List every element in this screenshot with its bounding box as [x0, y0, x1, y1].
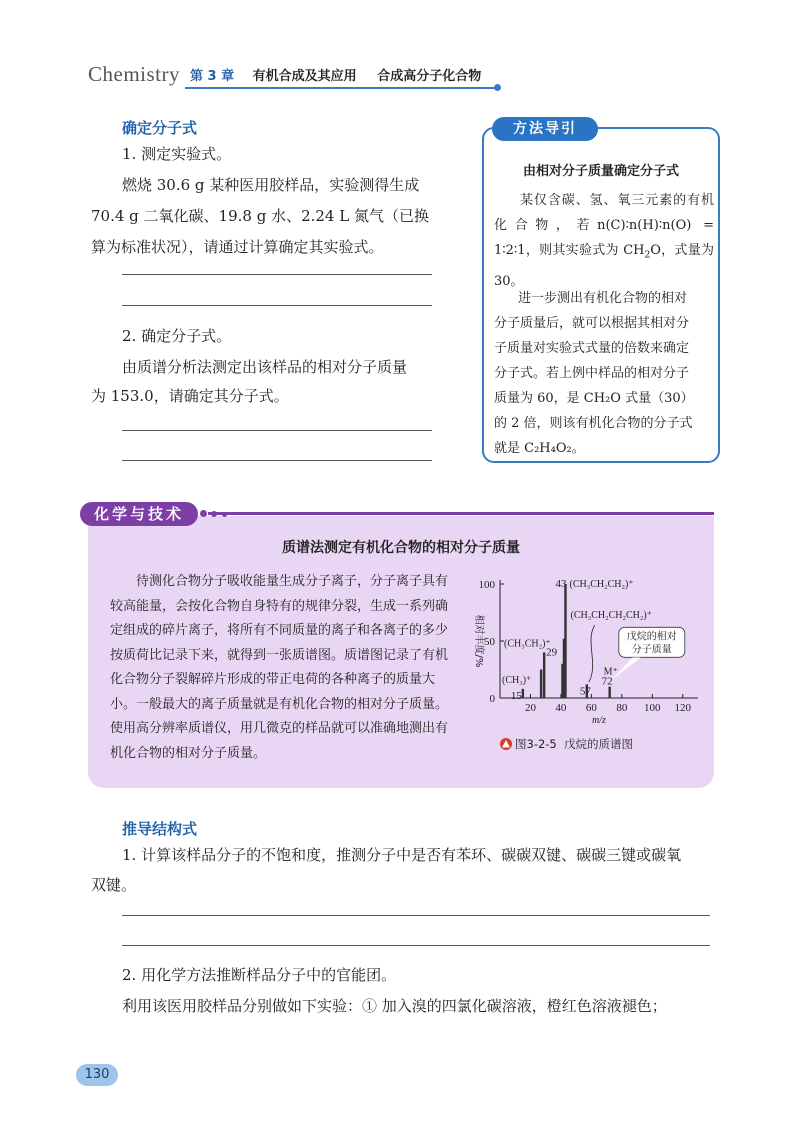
guide-line: 就是 C₂H₄O₂。 — [494, 441, 585, 456]
answer-blank[interactable] — [122, 305, 432, 306]
book-title: Chemistry — [88, 62, 180, 86]
ion-label: (CH₃CH₂CH₂)⁺ — [569, 579, 634, 590]
guide-line: 进一步测出有机化合物的相对 — [518, 291, 688, 306]
tech-title: 质谱法测定有机化合物的相对分子质量 — [282, 540, 520, 556]
ion-label: (CH₃)⁺ — [502, 674, 532, 686]
header-rule — [185, 87, 497, 89]
ion-label: M⁺ — [603, 666, 618, 678]
spectrum-peak — [522, 689, 524, 698]
figure-caption — [500, 736, 633, 752]
caption-number: 图3-2-5 — [515, 737, 557, 751]
tech-tag: 化学与技术 — [80, 502, 198, 526]
method-guide-tag — [492, 117, 598, 141]
ion-label: (CH₃CH₂)⁺ — [504, 638, 551, 650]
peak-label: 57 — [579, 685, 591, 698]
callout-text: 分子质量 — [631, 644, 672, 656]
method-guide-label: 方法导引 — [513, 121, 577, 137]
y-axis-label: 相对丰度/% — [473, 614, 484, 668]
mass-spectrum-chart — [462, 568, 702, 726]
y-tick-label: 0 — [489, 693, 495, 705]
caption-text: 戊烷的质谱图 — [564, 737, 634, 751]
tech-paragraph: 待测化合物分子吸收能量生成分子离子，分子离子具有较高能量，会按化合物自身特有的规律分裂，生成一系列确定组成的碎片离子，将所有不同质量的离子和各离子的多少按质荷比记录下来，就得到一张质谱图。质谱图记录了有机化合物分子裂解碎片形成的带正电荷的各种离子的质量大小。一般最大的离子质量就是有机化合物的相对分子质量。使用高分辨率质谱仪，用几微克的样品就可以准确地测出有机化合物的相对分子质量。 — [110, 574, 449, 761]
spectrum-peak — [564, 584, 566, 698]
bottom-item2-title: 2. 用化学方法推断样品分子中的官能团。 — [122, 966, 397, 984]
item2-line: 由质谱分析法测定出该样品的相对分子质量 — [122, 358, 408, 376]
section-title-structure: 推导结构式 — [122, 820, 198, 838]
bottom-item1-line: 双键。 — [91, 876, 137, 894]
leader-line — [589, 625, 595, 682]
tech-dot — [200, 510, 207, 517]
spectrum-peak — [540, 670, 542, 699]
x-tick-label: 60 — [585, 702, 597, 714]
y-tick-label: 100 — [478, 579, 495, 591]
x-tick-label: 100 — [644, 702, 661, 714]
answer-blank[interactable] — [122, 945, 710, 946]
x-axis-label: m/z — [592, 715, 606, 726]
chapter-number: 第 3 章 — [190, 69, 235, 84]
section-title-formula: 确定分子式 — [122, 119, 198, 137]
tech-rule — [208, 512, 714, 515]
section-name: 合成高分子化合物 — [377, 69, 482, 84]
answer-blank[interactable] — [122, 274, 432, 275]
x-tick-label: 20 — [524, 702, 536, 714]
callout-text: 戊烷的相对 — [626, 631, 677, 643]
x-tick-label: 120 — [674, 702, 692, 714]
item1-line: 燃烧 30.6 g 某种医用胶样品，实验测得生成 — [122, 176, 420, 194]
peak-label: 43 — [555, 578, 567, 590]
item1-line: 算为标准状况），请通过计算确定其实验式。 — [91, 238, 384, 256]
bottom-item1-line: 1. 计算该样品分子的不饱和度，推测分子中是否有苯环、碳碳双键、碳碳三键或碳氧 — [122, 846, 682, 864]
chapter-name: 有机合成及其应用 — [252, 69, 357, 84]
peak-label: 15 — [510, 689, 522, 702]
x-tick-label: 80 — [616, 702, 628, 714]
page-number: 130 — [76, 1064, 118, 1086]
guide-p1-tail: O，式量为 30。 — [494, 243, 714, 289]
peak-label: 29 — [546, 646, 558, 659]
guide-line: 的 2 倍，则该有机化合物的分子式 — [494, 416, 693, 431]
method-guide-title: 由相对分子质量确定分子式 — [522, 164, 679, 179]
item1-title: 1. 测定实验式。 — [122, 145, 232, 163]
guide-p1-text: 某仅含碳、氢、氧三元素的有机化合物，若n(C)∶n(H)∶n(O) = 1∶2∶1，则其实验式为 CH — [494, 193, 714, 258]
x-tick-label: 40 — [555, 702, 567, 714]
bottom-item2-text: 利用该医用胶样品分别做如下实验：① 加入溴的四氯化碳溶液，橙红色溶液褪色； — [122, 997, 667, 1015]
guide-line: 分子质量后，就可以根据其相对分 — [494, 316, 690, 331]
guide-line: 子质量对实验式式量的倍数来确定 — [494, 341, 690, 356]
method-guide-paragraph — [494, 188, 714, 294]
guide-line: 质量为 60，是 CH₂O 式量（30） — [494, 391, 694, 406]
spectrum-peak — [543, 652, 545, 698]
peak-label: 72 — [601, 675, 613, 688]
tech-dot — [222, 512, 227, 517]
spectrum-peak — [608, 687, 610, 698]
item2-line: 为 153.0，请确定其分子式。 — [91, 387, 289, 405]
item1-line: 70.4 g 二氧化碳、19.8 g 水、2.24 L 氮气（已换 — [91, 207, 429, 225]
guide-line: 分子式。若上例中样品的相对分子 — [494, 366, 690, 381]
caption-triangle-icon — [500, 738, 512, 750]
item2-title: 2. 确定分子式。 — [122, 327, 232, 345]
ion-label: (CH₃CH₂CH₂CH₂)⁺ — [570, 610, 652, 622]
header-dot — [494, 84, 501, 91]
answer-blank[interactable] — [122, 460, 432, 461]
guide-p1-sub: 2 — [644, 250, 651, 261]
y-tick-label: 50 — [484, 636, 495, 648]
answer-blank[interactable] — [122, 430, 432, 431]
chapter-heading — [190, 65, 497, 84]
tech-dot — [211, 511, 217, 517]
answer-blank[interactable] — [122, 915, 710, 916]
